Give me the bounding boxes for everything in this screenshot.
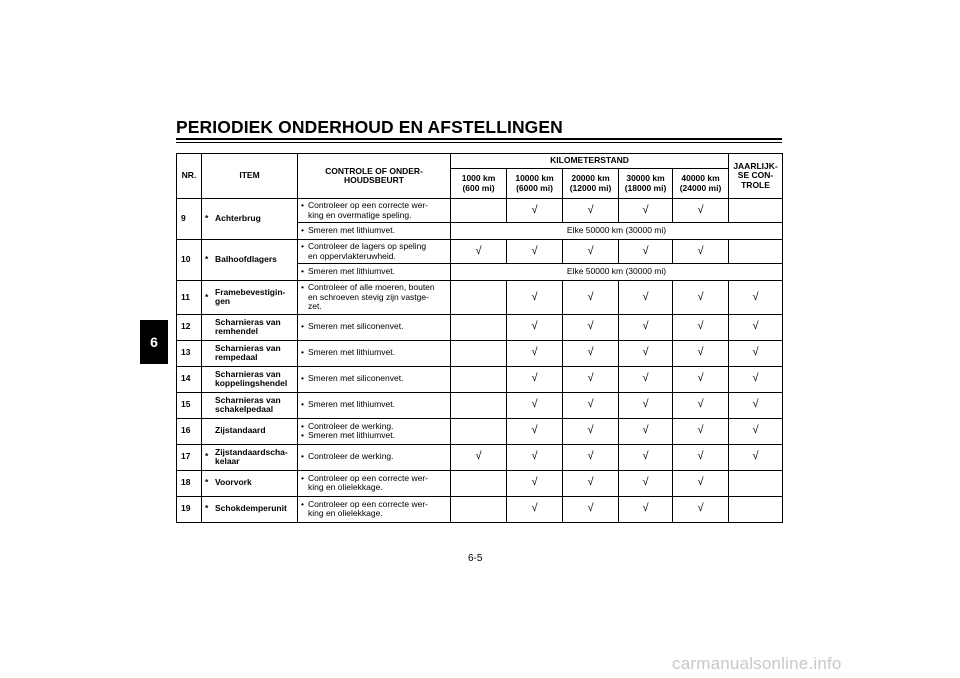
check-mark-icon: √: [642, 450, 649, 463]
bullet: •: [301, 347, 304, 358]
row-control: [298, 340, 451, 366]
bullet: •: [301, 321, 304, 332]
check-mark-icon: √: [752, 450, 759, 463]
check-cell: [619, 392, 673, 418]
control-line: en oppervlakteruwheid.: [308, 250, 396, 261]
row-item: [202, 418, 298, 444]
row-control: [298, 223, 451, 240]
check-mark-icon: √: [697, 398, 704, 411]
check-cell: [619, 281, 673, 315]
row-number-text: 18: [181, 477, 191, 488]
maintenance-table: [176, 153, 783, 523]
control-line: Smeren met lithiumvet.: [308, 266, 395, 277]
check-cell: [729, 392, 783, 418]
row-item-text: Schokdemperunit: [215, 503, 287, 514]
table-row: [177, 496, 783, 522]
check-cell: [729, 199, 783, 223]
header-km-1: [507, 169, 563, 199]
header-km-value: 10000 km: [515, 173, 554, 183]
header-control: [298, 154, 451, 199]
row-control: [298, 240, 451, 264]
check-cell: [619, 314, 673, 340]
check-mark-icon: √: [642, 203, 649, 216]
check-cell: [451, 340, 507, 366]
check-cell: [673, 366, 729, 392]
check-mark-icon: √: [587, 450, 594, 463]
table-row: [177, 392, 783, 418]
header-mi-value: (6000 mi): [516, 182, 553, 193]
bullet: •: [301, 373, 304, 384]
header-mi-value: (600 mi): [462, 182, 495, 193]
check-cell: [563, 496, 619, 522]
row-control: [298, 496, 451, 522]
row-control: [298, 418, 451, 444]
critical-marker: *: [205, 503, 209, 514]
interval-text: Elke 50000 km (30000 mi): [451, 264, 783, 281]
page-number: 6-5: [468, 553, 483, 564]
check-cell: [729, 418, 783, 444]
control-line: Controleer op een correcte wer-: [308, 200, 429, 210]
row-number-text: 9: [181, 213, 186, 224]
bullet: [301, 293, 308, 303]
row-control: [298, 199, 451, 223]
check-cell: [451, 392, 507, 418]
check-mark-icon: √: [642, 320, 649, 333]
header-km-value: 30000 km: [626, 173, 665, 183]
row-control: [298, 281, 451, 315]
check-cell: [619, 240, 673, 264]
check-mark-icon: √: [752, 424, 759, 437]
check-mark-icon: √: [697, 424, 704, 437]
row-control: [298, 392, 451, 418]
header-mi-value: (24000 mi): [679, 182, 722, 193]
header-mi-value: (12000 mi): [569, 182, 612, 193]
check-cell: [673, 199, 729, 223]
check-mark-icon: √: [587, 203, 594, 216]
check-mark-icon: √: [752, 290, 759, 303]
check-cell: [563, 240, 619, 264]
check-mark-icon: √: [531, 290, 538, 303]
check-mark-icon: √: [642, 290, 649, 303]
check-cell: [619, 418, 673, 444]
row-number-text: 13: [181, 347, 191, 358]
bullet: •: [301, 225, 304, 236]
check-cell: [729, 470, 783, 496]
check-mark-icon: √: [642, 346, 649, 359]
header-km-0: [451, 169, 507, 199]
control-line: Smeren met siliconenvet.: [308, 373, 404, 384]
bullet: •: [301, 241, 304, 251]
row-item: [202, 199, 298, 240]
check-mark-icon: √: [531, 476, 538, 489]
row-item: [202, 470, 298, 496]
row-item-text: Framebevestigin- gen: [215, 286, 286, 307]
header-mi-value: (18000 mi): [624, 182, 667, 193]
row-item-text: Zijstandaard: [215, 425, 266, 436]
header-item: ITEM: [202, 154, 298, 199]
check-cell: [451, 199, 507, 223]
title-rule: [176, 138, 782, 140]
interval-text: Elke 50000 km (30000 mi): [451, 223, 783, 240]
check-mark-icon: √: [697, 450, 704, 463]
check-mark-icon: √: [697, 372, 704, 385]
bullet: •: [301, 451, 304, 462]
header-km-3: [619, 169, 673, 199]
check-mark-icon: √: [587, 476, 594, 489]
check-mark-icon: √: [475, 450, 482, 463]
control-line: Controleer de lagers op speling: [308, 241, 427, 251]
check-cell: [563, 418, 619, 444]
check-cell: [673, 444, 729, 470]
check-mark-icon: √: [697, 320, 704, 333]
check-cell: [729, 444, 783, 470]
header-nr: NR.: [177, 154, 202, 199]
check-mark-icon: √: [475, 244, 482, 257]
row-number: [177, 340, 202, 366]
bullet: [301, 252, 308, 262]
check-mark-icon: √: [587, 372, 594, 385]
critical-marker: *: [205, 254, 209, 265]
row-item-text: Voorvork: [215, 477, 252, 488]
check-mark-icon: √: [531, 320, 538, 333]
check-mark-icon: √: [642, 502, 649, 515]
bullet: •: [301, 498, 304, 509]
bullet: [301, 302, 308, 312]
critical-marker: *: [205, 477, 209, 488]
check-cell: [619, 470, 673, 496]
check-cell: [507, 314, 563, 340]
check-cell: [507, 418, 563, 444]
title-rule-thin: [176, 142, 782, 143]
check-mark-icon: √: [697, 346, 704, 359]
check-cell: [451, 470, 507, 496]
control-line: Controleer de werking.: [308, 451, 394, 462]
critical-marker: *: [205, 291, 209, 302]
check-mark-icon: √: [531, 398, 538, 411]
row-item-text: Scharnieras van remhendel: [215, 316, 281, 336]
row-control: [298, 366, 451, 392]
check-mark-icon: √: [587, 290, 594, 303]
bullet: •: [301, 399, 304, 410]
control-line: en schroeven stevig zijn vastge-: [308, 291, 429, 302]
header-km-4: [673, 169, 729, 199]
check-cell: [673, 392, 729, 418]
table-row: [177, 281, 783, 315]
check-mark-icon: √: [531, 203, 538, 216]
row-control: [298, 444, 451, 470]
header-km-value: 1000 km: [461, 173, 496, 183]
check-cell: [507, 281, 563, 315]
check-mark-icon: √: [697, 476, 704, 489]
check-cell: [451, 366, 507, 392]
row-item: [202, 366, 298, 392]
chapter-tab: 6: [140, 320, 168, 364]
check-cell: [451, 281, 507, 315]
row-number: [177, 240, 202, 281]
table-row: [177, 470, 783, 496]
header-km-value: 40000 km: [681, 173, 720, 183]
check-cell: [507, 444, 563, 470]
check-cell: [563, 470, 619, 496]
check-mark-icon: √: [642, 398, 649, 411]
check-cell: [451, 418, 507, 444]
page-title: PERIODIEK ONDERHOUD EN AFSTELLINGEN: [176, 117, 563, 137]
check-cell: [729, 314, 783, 340]
row-item-text: Achterbrug: [215, 213, 261, 224]
row-number: [177, 366, 202, 392]
check-mark-icon: √: [697, 203, 704, 216]
check-mark-icon: √: [531, 372, 538, 385]
check-cell: [507, 496, 563, 522]
row-control: [298, 314, 451, 340]
check-mark-icon: √: [642, 476, 649, 489]
check-cell: [563, 444, 619, 470]
check-cell: [729, 496, 783, 522]
check-cell: [673, 418, 729, 444]
row-number: [177, 281, 202, 315]
check-mark-icon: √: [697, 290, 704, 303]
row-number-text: 12: [181, 321, 191, 332]
header-km-group: KILOMETERSTAND: [451, 154, 729, 169]
check-cell: [451, 444, 507, 470]
row-item: [202, 444, 298, 470]
row-item-text: Scharnieras van koppelingshendel: [215, 368, 288, 388]
check-cell: [673, 314, 729, 340]
control-line: Controleer op een correcte wer-: [308, 472, 429, 483]
check-cell: [507, 340, 563, 366]
check-cell: [729, 240, 783, 264]
watermark: carmanualsonline.info: [672, 654, 842, 673]
check-cell: [563, 340, 619, 366]
check-mark-icon: √: [531, 502, 538, 515]
critical-marker: *: [205, 213, 209, 224]
check-mark-icon: √: [697, 244, 704, 257]
control-line: Controleer of alle moeren, bouten: [308, 282, 435, 292]
check-mark-icon: √: [642, 424, 649, 437]
check-cell: [673, 470, 729, 496]
row-number-text: 16: [181, 425, 191, 436]
row-number: [177, 418, 202, 444]
check-cell: [673, 240, 729, 264]
row-number-text: 15: [181, 399, 191, 410]
check-cell: [563, 199, 619, 223]
critical-marker: *: [205, 451, 209, 462]
table-row: [177, 240, 783, 264]
check-mark-icon: √: [587, 346, 594, 359]
control-line: Smeren met siliconenvet.: [308, 321, 404, 332]
row-number-text: 10: [181, 254, 191, 265]
control-line: Controleer de werking.: [308, 420, 394, 431]
table-row: [177, 444, 783, 470]
check-cell: [507, 240, 563, 264]
row-control: [298, 264, 451, 281]
check-mark-icon: √: [752, 398, 759, 411]
check-mark-icon: √: [587, 398, 594, 411]
bullet: •: [301, 200, 304, 210]
header-yearly: [729, 154, 783, 199]
check-cell: [507, 392, 563, 418]
row-number-text: 19: [181, 503, 191, 514]
check-cell: [619, 444, 673, 470]
check-cell: [563, 366, 619, 392]
row-number: [177, 199, 202, 240]
control-line: king en overmatige speling.: [308, 209, 412, 220]
bullet: [301, 509, 308, 519]
row-number: [177, 470, 202, 496]
row-item: [202, 314, 298, 340]
check-mark-icon: √: [587, 244, 594, 257]
check-cell: [563, 392, 619, 418]
control-line: Smeren met lithiumvet.: [308, 430, 395, 440]
table-row: [177, 418, 783, 444]
bullet: •: [301, 430, 304, 440]
row-item: [202, 340, 298, 366]
row-number: [177, 392, 202, 418]
table-row: [177, 340, 783, 366]
row-item-text: Scharnieras van rempedaal: [215, 342, 281, 362]
row-item: [202, 392, 298, 418]
check-cell: [673, 340, 729, 366]
check-cell: [619, 340, 673, 366]
bullet: [301, 211, 308, 221]
control-line: Smeren met lithiumvet.: [308, 347, 395, 358]
control-line: Smeren met lithiumvet.: [308, 225, 395, 236]
check-cell: [507, 366, 563, 392]
check-mark-icon: √: [642, 244, 649, 257]
check-mark-icon: √: [752, 372, 759, 385]
check-cell: [619, 199, 673, 223]
row-item: [202, 281, 298, 315]
table-row: [177, 366, 783, 392]
row-item: [202, 240, 298, 281]
check-cell: [673, 496, 729, 522]
row-item: [202, 496, 298, 522]
header-yearly-text: JAARLIJK- SE CON- TROLE: [733, 160, 778, 190]
bullet: •: [301, 420, 304, 431]
check-cell: [451, 240, 507, 264]
bullet: •: [301, 266, 304, 277]
row-item-text: Zijstandaardscha- kelaar: [215, 446, 288, 466]
bullet: •: [301, 472, 304, 483]
header-km-value: 20000 km: [571, 173, 610, 183]
control-line: Controleer op een correcte wer-: [308, 498, 429, 509]
check-mark-icon: √: [587, 502, 594, 515]
check-mark-icon: √: [587, 320, 594, 333]
bullet: •: [301, 282, 304, 292]
bullet: [301, 483, 308, 493]
row-number-text: 17: [181, 451, 191, 462]
table-row: [177, 199, 783, 223]
row-item-text: Balhoofdlagers: [215, 254, 277, 265]
row-number: [177, 314, 202, 340]
check-mark-icon: √: [587, 424, 594, 437]
check-mark-icon: √: [531, 450, 538, 463]
check-mark-icon: √: [531, 424, 538, 437]
row-number: [177, 496, 202, 522]
check-cell: [451, 314, 507, 340]
check-mark-icon: √: [642, 372, 649, 385]
row-number-text: 11: [181, 291, 190, 302]
check-mark-icon: √: [531, 244, 538, 257]
row-item-text: Scharnieras van schakelpedaal: [215, 394, 281, 414]
check-cell: [729, 366, 783, 392]
table-row: [177, 314, 783, 340]
check-mark-icon: √: [752, 346, 759, 359]
check-cell: [507, 199, 563, 223]
check-cell: [563, 281, 619, 315]
check-mark-icon: √: [531, 346, 538, 359]
check-cell: [729, 281, 783, 315]
row-control: [298, 470, 451, 496]
check-cell: [507, 470, 563, 496]
control-line: Smeren met lithiumvet.: [308, 399, 395, 410]
control-line: king en olielekkage.: [308, 508, 383, 518]
row-number: [177, 444, 202, 470]
check-cell: [619, 366, 673, 392]
control-line: zet.: [308, 301, 322, 311]
header-km-2: [563, 169, 619, 199]
check-cell: [673, 281, 729, 315]
check-mark-icon: √: [752, 320, 759, 333]
row-number-text: 14: [181, 373, 191, 384]
check-mark-icon: √: [697, 502, 704, 515]
header-control-text: CONTROLE OF ONDER- HOUDSBEURT: [325, 165, 423, 185]
check-cell: [619, 496, 673, 522]
control-line: king en olielekkage.: [308, 482, 383, 492]
check-cell: [451, 496, 507, 522]
check-cell: [563, 314, 619, 340]
check-cell: [729, 340, 783, 366]
